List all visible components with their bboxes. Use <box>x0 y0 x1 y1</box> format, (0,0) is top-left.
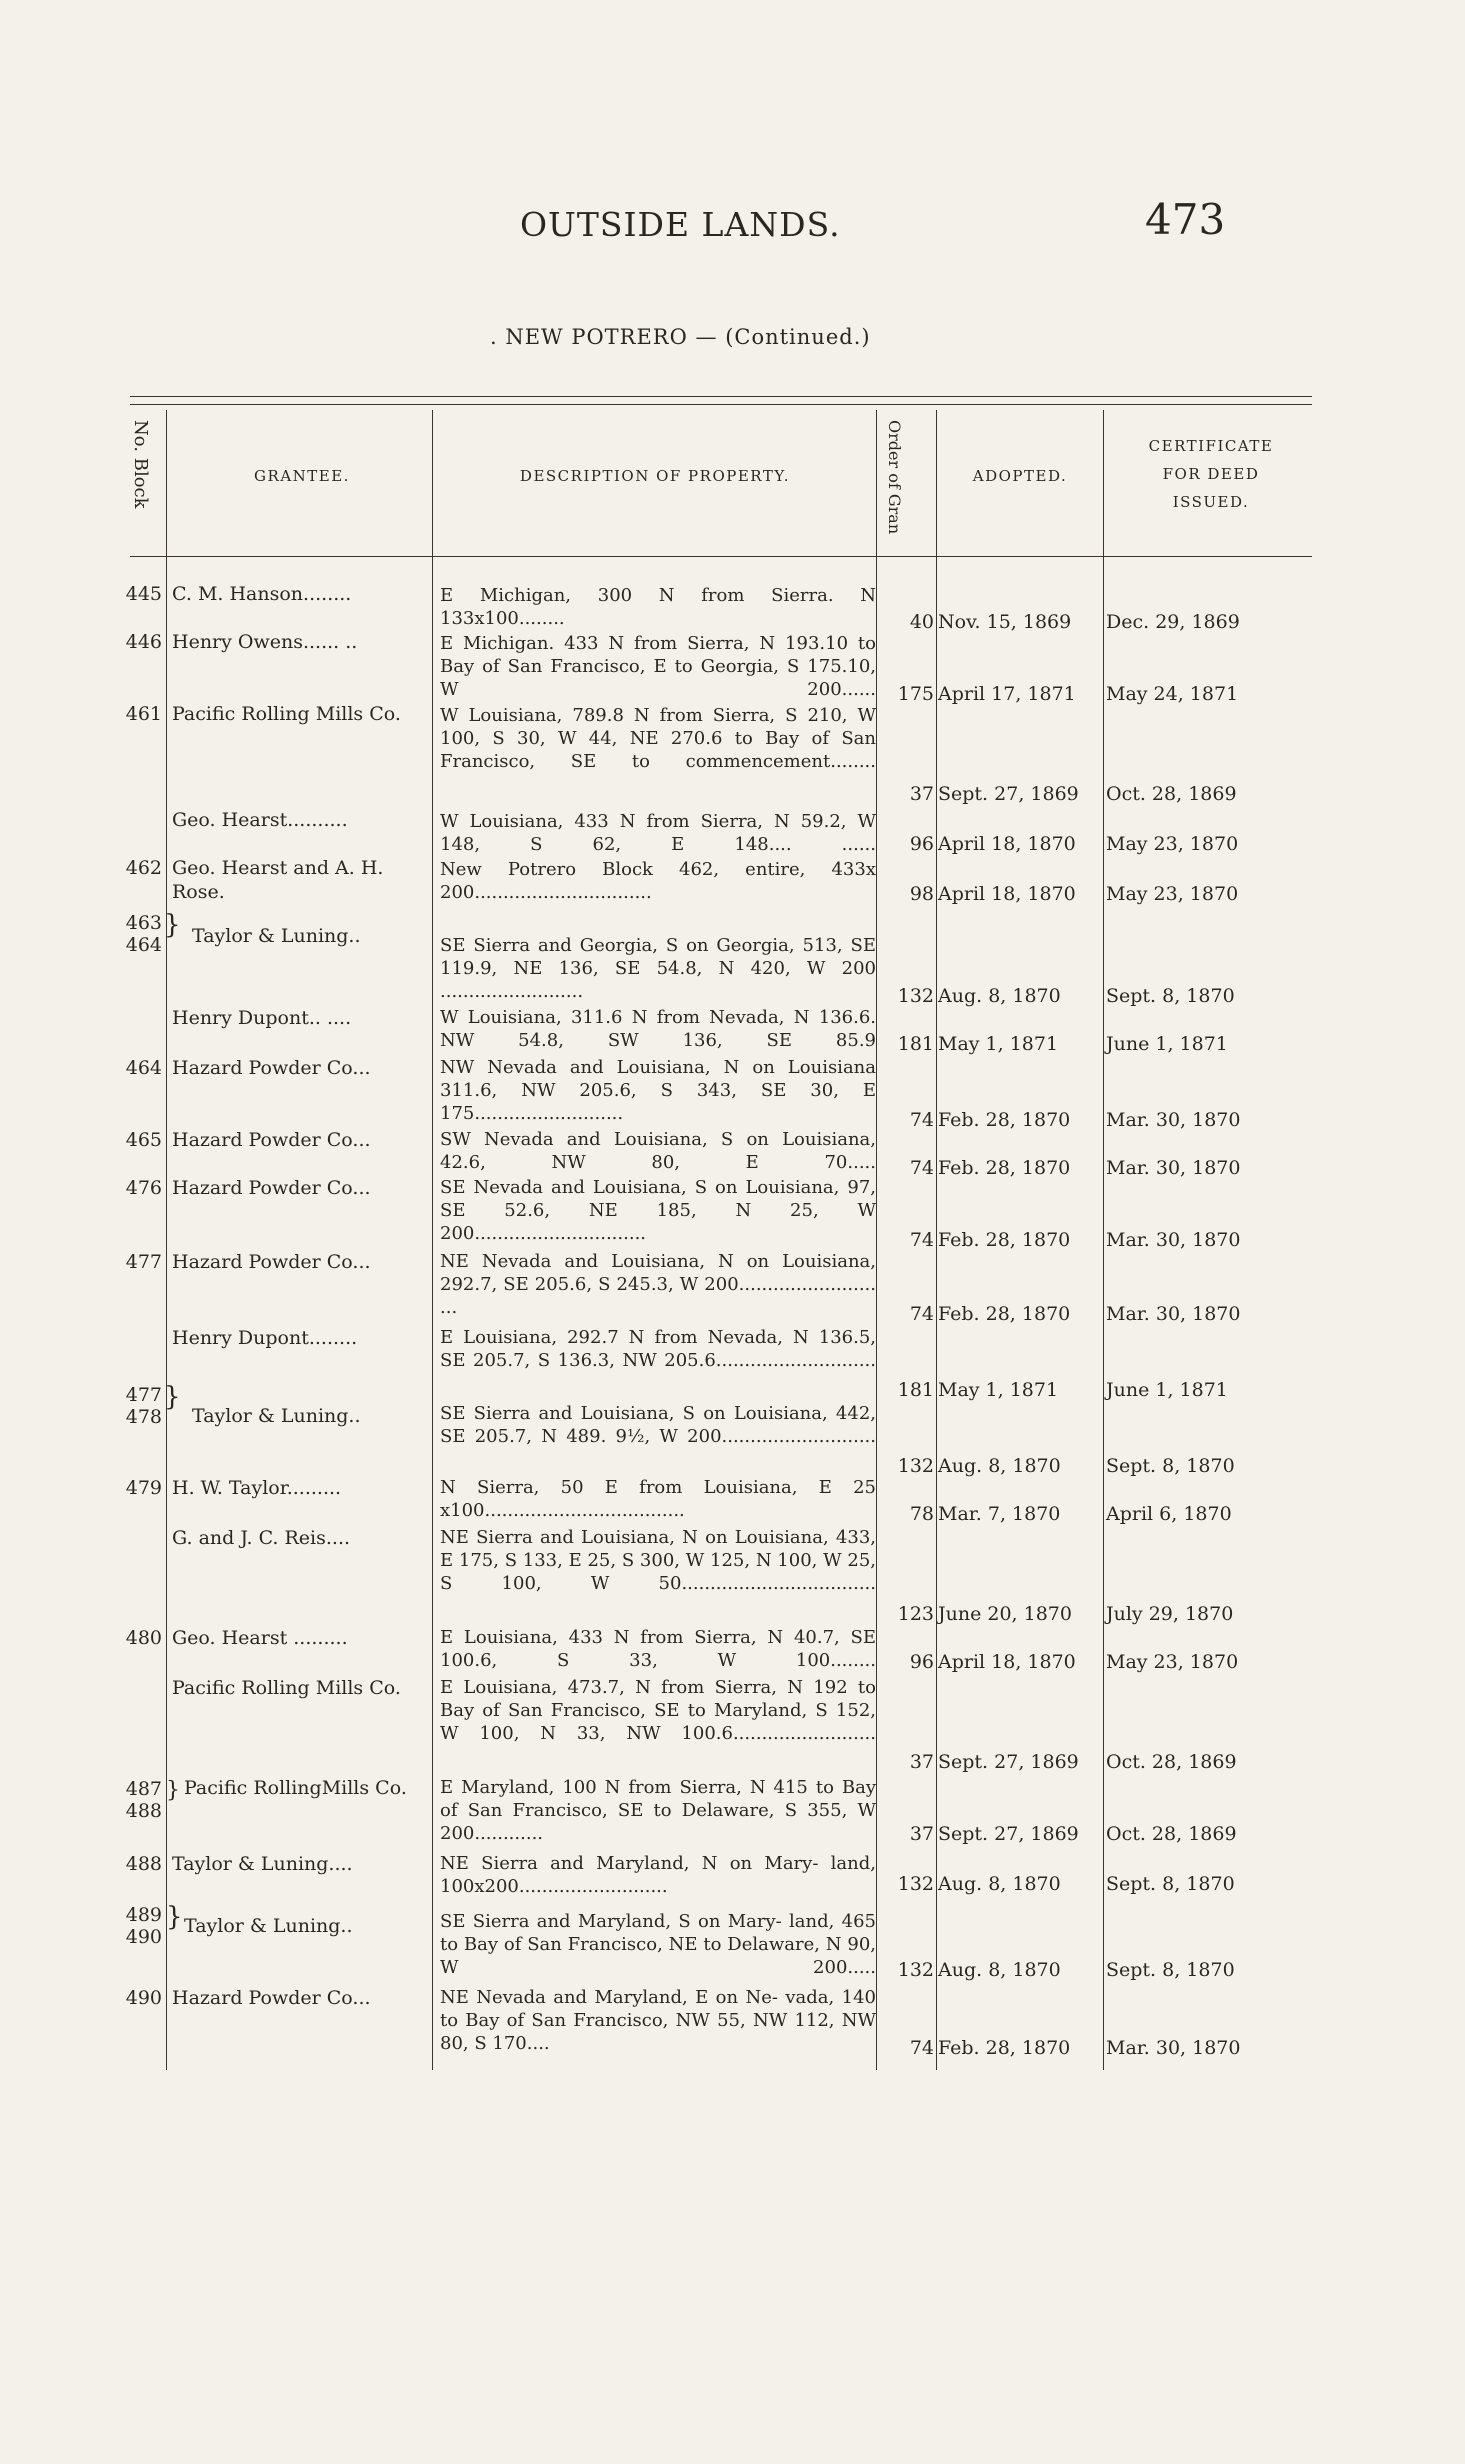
grantee: Pacific Rolling Mills Co. <box>172 703 401 725</box>
certificate-date: May 23, 1870 <box>1106 883 1239 905</box>
adopted-date: April 18, 1870 <box>938 1651 1076 1673</box>
adopted-date: Sept. 27, 1869 <box>938 783 1079 805</box>
order-number: 132 <box>897 1873 934 1895</box>
column-divider <box>166 410 167 2070</box>
block-number: 476 <box>125 1177 162 1199</box>
block-number: 490 <box>125 1987 162 2009</box>
adopted-date: Sept. 27, 1869 <box>938 1751 1079 1773</box>
block-number: 480 <box>125 1627 162 1649</box>
order-number: 74 <box>909 1229 934 1251</box>
running-header: OUTSIDE LANDS. <box>520 205 841 244</box>
section-title: . NEW POTRERO — (Continued.) <box>490 325 871 349</box>
adopted-date: Feb. 28, 1870 <box>938 1303 1071 1325</box>
grantee: Henry Owens...... .. <box>172 631 358 653</box>
order-number: 37 <box>909 1823 934 1845</box>
adopted-date: Feb. 28, 1870 <box>938 1229 1071 1251</box>
grantee: Taylor & Luning.. <box>184 1915 353 1937</box>
certificate-date: Sept. 8, 1870 <box>1106 1455 1235 1477</box>
property-description: E Michigan. 433 N from Sierra, N 193.10 to Bay of San Francisco, E to Georgia, S 175.10, W 200...... <box>440 633 876 700</box>
adopted-date: April 18, 1870 <box>938 833 1076 855</box>
certificate-date: Mar. 30, 1870 <box>1106 1303 1241 1325</box>
grantee: Hazard Powder Co... <box>172 1987 371 2009</box>
order-number: 123 <box>897 1603 934 1625</box>
certificate-date: Sept. 8, 1870 <box>1106 1959 1235 1981</box>
property-description: SE Sierra and Maryland, S on Mary- land, 465 to Bay of San Francisco, NE to Delaware, N 90, W 200..... <box>440 1911 876 1978</box>
adopted-date: June 20, 1870 <box>938 1603 1072 1625</box>
col-header-certificate-line: CERTIFICATE <box>1148 437 1274 455</box>
adopted-date: April 17, 1871 <box>938 683 1076 705</box>
order-number: 74 <box>909 1303 934 1325</box>
certificate-date: May 23, 1870 <box>1106 833 1239 855</box>
block-number: 464 <box>125 1057 162 1079</box>
block-number: 488 <box>125 1853 162 1875</box>
column-divider <box>936 410 937 2070</box>
property-description: NE Nevada and Maryland, E on Ne- vada, 140 to Bay of San Francisco, NW 55, NW 112, NW 80, S 170.... <box>440 1987 876 2054</box>
certificate-date: June 1, 1871 <box>1106 1033 1228 1055</box>
certificate-date: July 29, 1870 <box>1106 1603 1234 1625</box>
order-number: 74 <box>909 1109 934 1131</box>
certificate-date: Mar. 30, 1870 <box>1106 1109 1241 1131</box>
property-description: E Louisiana, 473.7, N from Sierra, N 192 to Bay of San Francisco, SE to Maryland, S 152, W 100, N 33, NW 100.6......................... <box>440 1677 876 1744</box>
certificate-date: May 24, 1871 <box>1106 683 1239 705</box>
adopted-date: Aug. 8, 1870 <box>938 1873 1061 1895</box>
grantee: G. and J. C. Reis.... <box>172 1527 351 1549</box>
order-number: 132 <box>897 1959 934 1981</box>
block-number: 479 <box>125 1477 162 1499</box>
order-number: 78 <box>909 1503 934 1525</box>
property-description: NE Sierra and Louisiana, N on Louisiana, 433, E 175, S 133, E 25, S 300, W 125, N 100, W 25, S 100, W 50.................................. <box>440 1527 876 1594</box>
grantee: Hazard Powder Co... <box>172 1057 371 1079</box>
certificate-date: Sept. 8, 1870 <box>1106 1873 1235 1895</box>
grantee: Taylor & Luning.. <box>192 925 361 947</box>
grantee: Henry Dupont.. .... <box>172 1007 352 1029</box>
adopted-date: May 1, 1871 <box>938 1379 1059 1401</box>
property-description: E Maryland, 100 N from Sierra, N 415 to Bay of San Francisco, SE to Delaware, S 355, W 200............ <box>440 1777 876 1844</box>
order-number: 37 <box>909 1751 934 1773</box>
adopted-date: Aug. 8, 1870 <box>938 985 1061 1007</box>
col-header-description: DESCRIPTION OF PROPERTY. <box>519 467 791 485</box>
certificate-date: Mar. 30, 1870 <box>1106 2037 1241 2059</box>
brace-icon: } <box>164 910 181 940</box>
property-description: SW Nevada and Louisiana, S on Louisiana, 42.6, NW 80, E 70..... <box>440 1129 876 1173</box>
grantee: Hazard Powder Co... <box>172 1251 371 1273</box>
property-description: NE Sierra and Maryland, N on Mary- land, 100x200.......................... <box>440 1853 876 1897</box>
brace-icon: } <box>166 1778 180 1803</box>
order-number: 132 <box>897 985 934 1007</box>
order-number: 74 <box>909 1157 934 1179</box>
certificate-date: Sept. 8, 1870 <box>1106 985 1235 1007</box>
block-number: 489 490 <box>125 1904 162 1948</box>
col-header-grantee: GRANTEE. <box>254 467 350 485</box>
col-header-adopted: ADOPTED. <box>972 467 1068 485</box>
adopted-date: Aug. 8, 1870 <box>938 1455 1061 1477</box>
col-header-block: No. Block <box>130 420 151 509</box>
certificate-date: Mar. 30, 1870 <box>1106 1229 1241 1251</box>
grantee: Geo. Hearst ......... <box>172 1627 348 1649</box>
certificate-date: June 1, 1871 <box>1106 1379 1228 1401</box>
property-description: SE Nevada and Louisiana, S on Louisiana, 97, SE 52.6, NE 185, N 25, W 200.............................. <box>440 1177 876 1244</box>
grantee: C. M. Hanson........ <box>172 583 352 605</box>
order-number: 132 <box>897 1455 934 1477</box>
brace-icon: } <box>166 1902 183 1932</box>
block-number: 477 478 <box>125 1384 162 1428</box>
order-number: 96 <box>909 1651 934 1673</box>
adopted-date: May 1, 1871 <box>938 1033 1059 1055</box>
grantee: Taylor & Luning.. <box>192 1405 361 1427</box>
grantee: H. W. Taylor......... <box>172 1477 342 1499</box>
adopted-date: Aug. 8, 1870 <box>938 1959 1061 1981</box>
page-number: 473 <box>1145 195 1226 244</box>
order-number: 181 <box>897 1033 934 1055</box>
col-header-certificate <box>1106 432 1316 516</box>
certificate-date: May 23, 1870 <box>1106 1651 1239 1673</box>
property-description: New Potrero Block 462, entire, 433x 200............................... <box>440 859 876 903</box>
certificate-date: Oct. 28, 1869 <box>1106 783 1237 805</box>
adopted-date: Mar. 7, 1870 <box>938 1503 1061 1525</box>
adopted-date: Feb. 28, 1870 <box>938 1157 1071 1179</box>
grantee: Pacific Rolling Mills Co. <box>172 1677 401 1699</box>
property-description: NW Nevada and Louisiana, N on Louisiana 311.6, NW 205.6, S 343, SE 30, E 175.......................... <box>440 1057 876 1124</box>
adopted-date: Sept. 27, 1869 <box>938 1823 1079 1845</box>
property-description: NE Nevada and Louisiana, N on Louisiana, 292.7, SE 205.6, S 245.3, W 200........................ ... <box>440 1251 876 1318</box>
order-number: 96 <box>909 833 934 855</box>
certificate-date: Mar. 30, 1870 <box>1106 1157 1241 1179</box>
block-number: 462 <box>125 857 162 879</box>
property-description: SE Sierra and Louisiana, S on Louisiana, 442, SE 205.7, N 489. 9½, W 200........................... <box>440 1403 876 1447</box>
adopted-date: Feb. 28, 1870 <box>938 2037 1071 2059</box>
col-header-certificate-line: FOR DEED <box>1162 465 1260 483</box>
col-header-certificate-line: ISSUED. <box>1172 493 1250 511</box>
property-description: N Sierra, 50 E from Louisiana, E 25 x100................................... <box>440 1477 876 1521</box>
order-number: 175 <box>897 683 934 705</box>
block-number: 463 464 <box>125 912 162 956</box>
grantee: Hazard Powder Co... <box>172 1177 371 1199</box>
order-number: 181 <box>897 1379 934 1401</box>
grantee: Pacific RollingMills Co. <box>184 1777 407 1799</box>
block-number: 446 <box>125 631 162 653</box>
grantee: Geo. Hearst and A. H. Rose. <box>172 857 384 903</box>
col-header-order: Order of Gran <box>885 420 904 535</box>
block-number: 465 <box>125 1129 162 1151</box>
order-number: 40 <box>909 611 934 633</box>
grantee: Henry Dupont........ <box>172 1327 358 1349</box>
property-description: E Louisiana, 292.7 N from Nevada, N 136.5, SE 205.7, S 136.3, NW 205.6............................ <box>440 1327 876 1371</box>
adopted-date: Feb. 28, 1870 <box>938 1109 1071 1131</box>
grantee: Taylor & Luning.... <box>172 1853 353 1875</box>
block-number: 477 <box>125 1251 162 1273</box>
block-number: 445 <box>125 583 162 605</box>
property-description: E Michigan, 300 N from Sierra. N 133x100........ <box>440 585 876 629</box>
property-description: W Louisiana, 789.8 N from Sierra, S 210, W 100, S 30, W 44, NE 270.6 to Bay of San Francisco, SE to commencement........ <box>440 705 876 772</box>
block-number: 461 <box>125 703 162 725</box>
grantee: Geo. Hearst.......... <box>172 809 348 831</box>
certificate-date: April 6, 1870 <box>1106 1503 1232 1525</box>
block-number: 487 488 <box>125 1778 162 1822</box>
column-divider <box>1103 410 1104 2070</box>
order-number: 98 <box>909 883 934 905</box>
adopted-date: April 18, 1870 <box>938 883 1076 905</box>
order-number: 37 <box>909 783 934 805</box>
brace-icon: } <box>164 1382 181 1412</box>
order-number: 74 <box>909 2037 934 2059</box>
table-top-rule <box>130 396 1312 397</box>
column-divider <box>432 410 433 2070</box>
certificate-date: Dec. 29, 1869 <box>1106 611 1240 633</box>
property-description: W Louisiana, 311.6 N from Nevada, N 136.6. NW 54.8, SW 136, SE 85.9 <box>440 1007 876 1051</box>
adopted-date: Nov. 15, 1869 <box>938 611 1072 633</box>
grantee: Hazard Powder Co... <box>172 1129 371 1151</box>
header-bottom-rule <box>130 556 1312 557</box>
property-description: E Louisiana, 433 N from Sierra, N 40.7, SE 100.6, S 33, W 100........ <box>440 1627 876 1671</box>
table-top-rule-2 <box>130 404 1312 405</box>
property-description: SE Sierra and Georgia, S on Georgia, 513, SE 119.9, NE 136, SE 54.8, N 420, W 200 ......................... <box>440 935 876 1002</box>
certificate-date: Oct. 28, 1869 <box>1106 1751 1237 1773</box>
property-description: W Louisiana, 433 N from Sierra, N 59.2, W 148, S 62, E 148.... ...... <box>440 811 876 855</box>
certificate-date: Oct. 28, 1869 <box>1106 1823 1237 1845</box>
